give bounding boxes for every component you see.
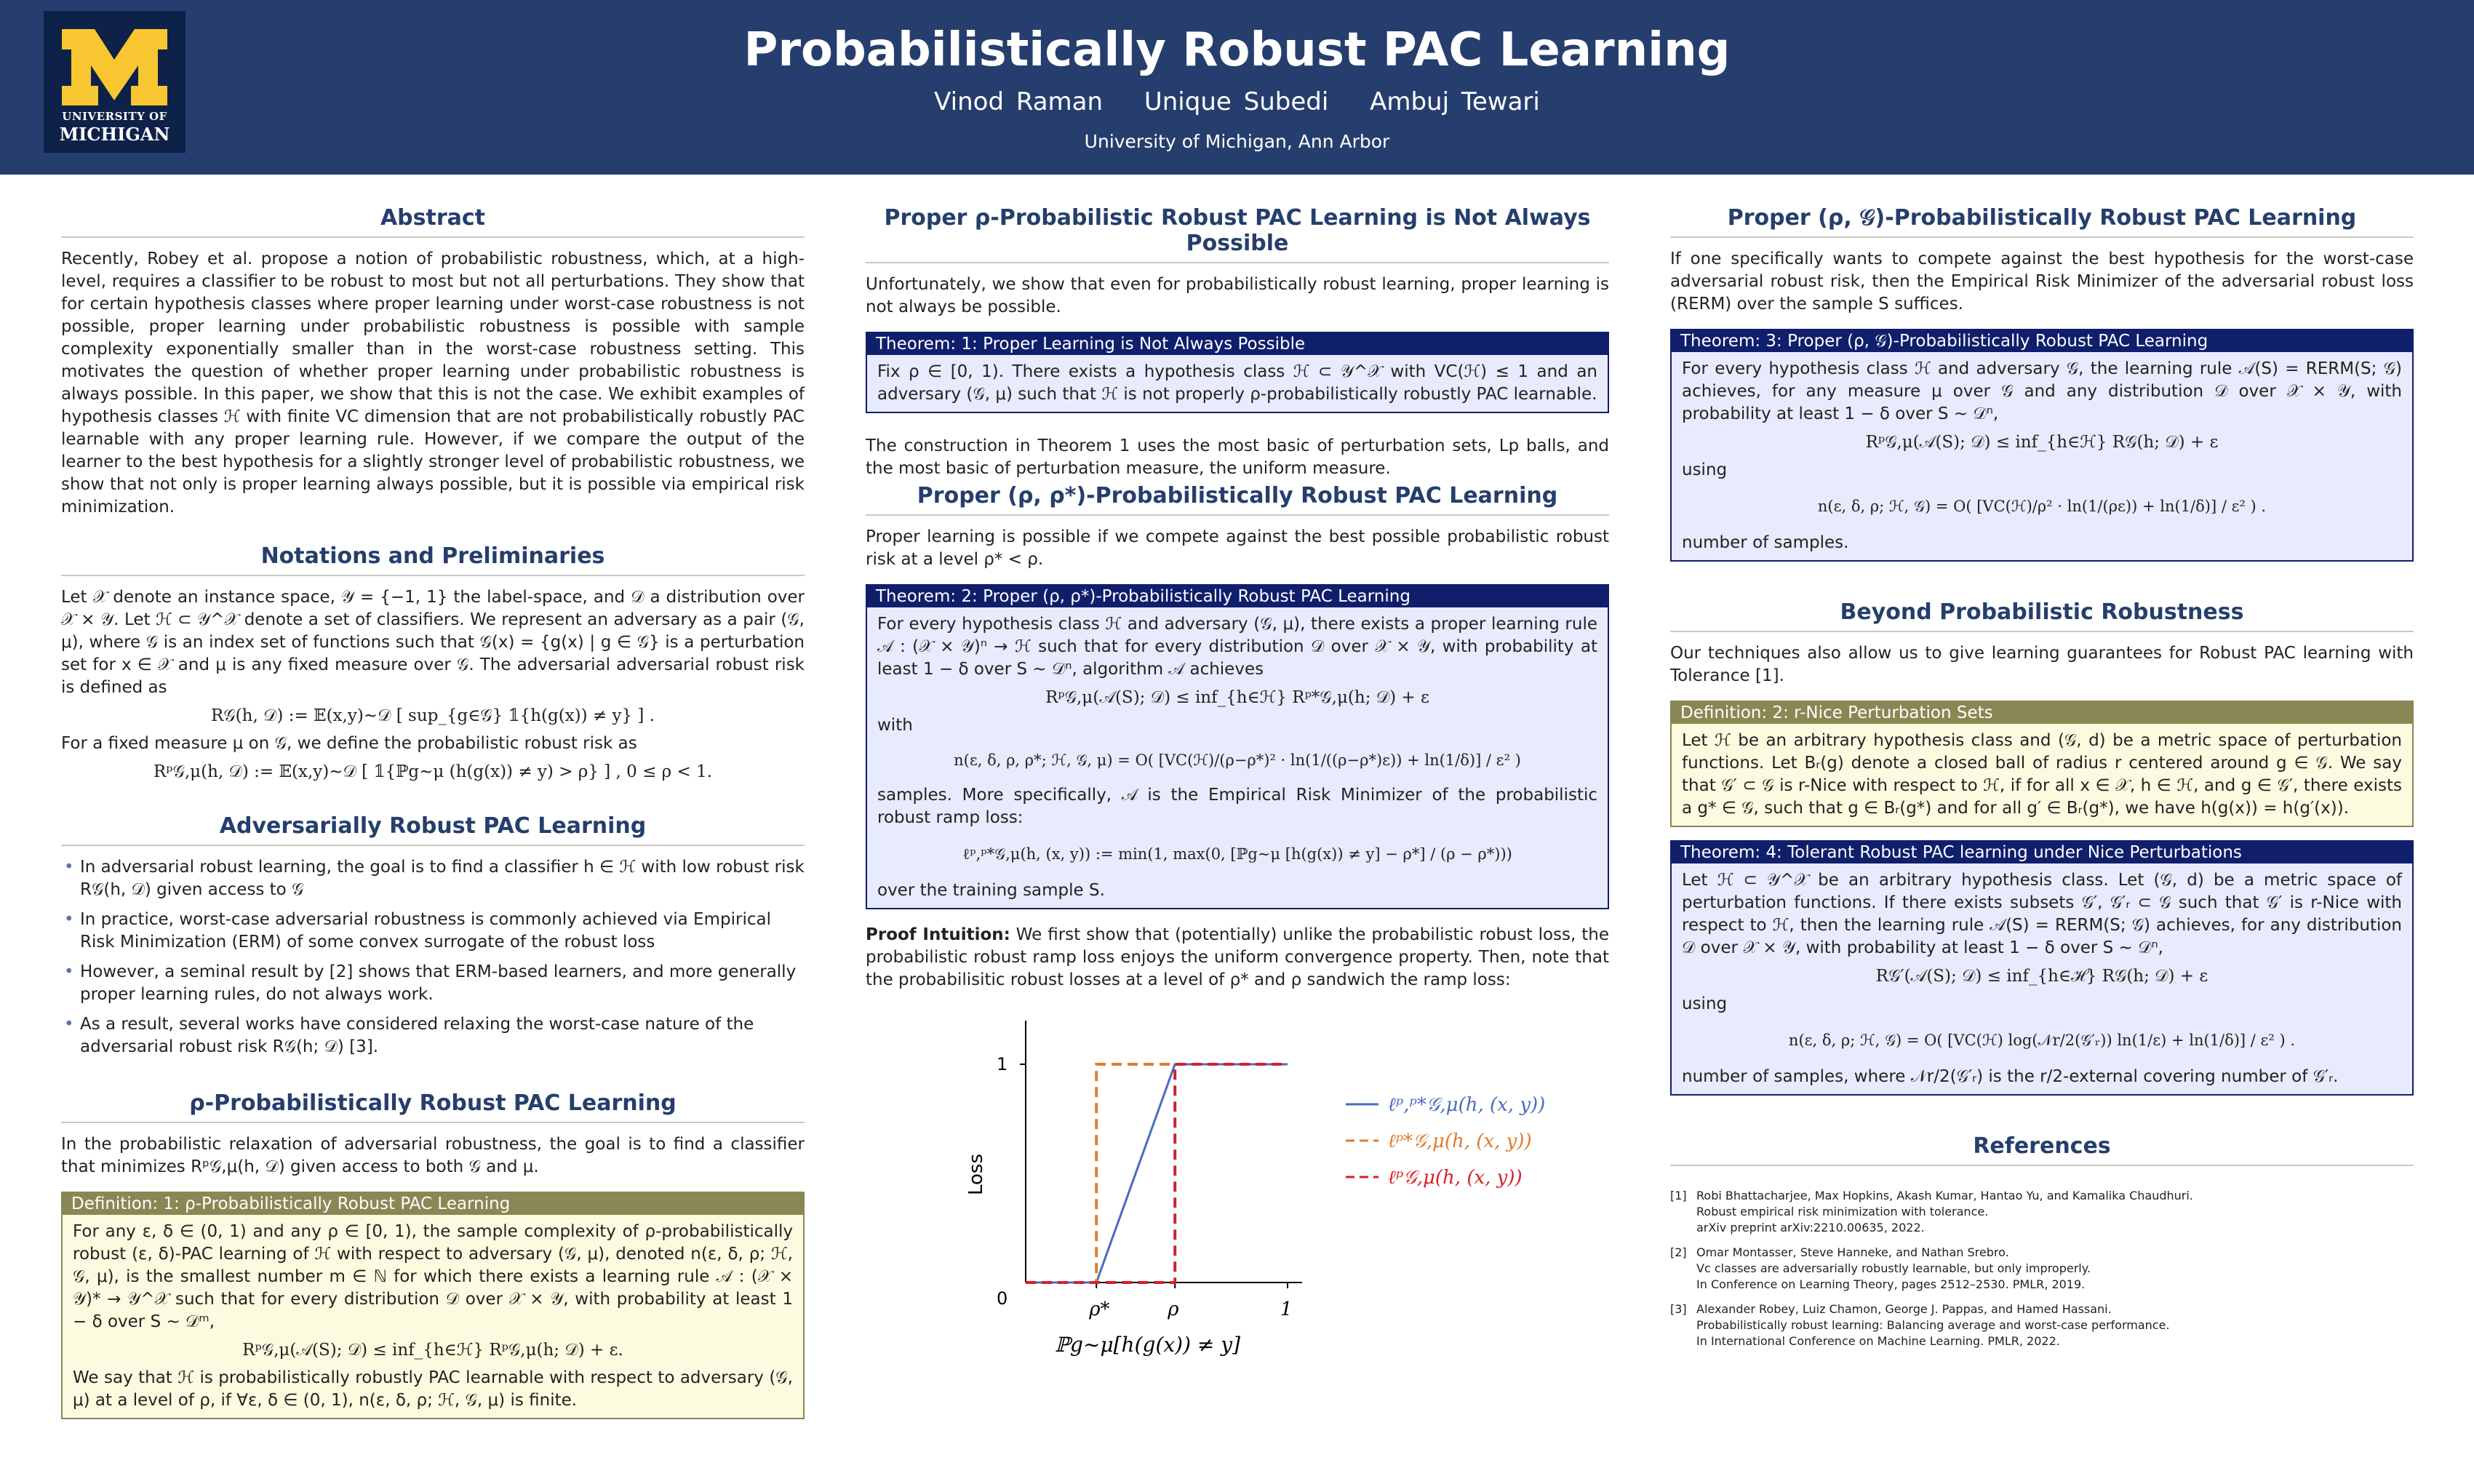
section-title-adversarial: Adversarially Robust PAC Learning: [61, 813, 805, 846]
loss-chart-svg: [866, 999, 1609, 1363]
theorem-box-4: [1670, 840, 2414, 1096]
column-middle: [866, 205, 1609, 1365]
adversarial-bullet-list: [61, 856, 805, 1058]
loss-chart: [866, 999, 1609, 1365]
legend-label-3: ℓᵖ𝒢,μ(h, (x, y)): [1388, 1167, 1523, 1189]
series-line-2: [1026, 1064, 1288, 1282]
reference-title: Robust empirical risk minimization with tolerance.: [1696, 1205, 1989, 1218]
theorem-title: Theorem: 4: Tolerant Robust PAC learning under Nice Perturbations: [1672, 842, 2412, 863]
reference-item: [1670, 1301, 2414, 1349]
x-tick-label: ρ*: [1089, 1298, 1110, 1320]
theorem-box-2: [866, 584, 1609, 909]
definition-text-2: We say that ℋ is probabilistically robustly PAC learnable with respect to adversary (𝒢, μ) at a level of ρ, if ∀ε, δ ∈ (0, 1), n(ε, δ, ρ; ℋ, 𝒢, μ) is finite.: [73, 1368, 793, 1410]
definition-text: For any ε, δ ∈ (0, 1) and any ρ ∈ [0, 1), the sample complexity of ρ-probabilistically robust (ε, δ)-PAC learning of ℋ with respect to adversary (𝒢, μ), denoted n(ε, δ, ρ; ℋ, 𝒢, μ), is the smallest number m ∈ ℕ for which there exists a learning rule 𝒜 : (𝒳 × 𝒴)* → 𝒴^𝒳 such that for every distribution 𝒟 over 𝒳 × 𝒴, with probability at least 1 − δ over S ∼ 𝒟ᵐ,: [73, 1222, 793, 1331]
proof-intuition-label: Proof Intuition:: [866, 925, 1010, 944]
reference-item: [1670, 1188, 2414, 1236]
author-list: [0, 87, 2474, 116]
column-right: [1670, 205, 2414, 1358]
notations-paragraph-2: For a fixed measure μ on 𝒢, we define the probabilistic robust risk as: [61, 734, 637, 753]
definition-equation: Rᵖ𝒢,μ(𝒜(S); 𝒟) ≤ inf_{h∈ℋ} Rᵖ𝒢,μ(h; 𝒟) + ε.: [242, 1341, 623, 1360]
reference-venue: In Conference on Learning Theory, pages 2512–2530. PMLR, 2019.: [1696, 1277, 2086, 1291]
beyond-paragraph: Our techniques also allow us to give learning guarantees for Robust PAC learning with Tolerance [1].: [1670, 644, 2414, 685]
proper-paragraph: Unfortunately, we show that even for probabilistically robust learning, proper learning is not always be possible.: [866, 275, 1609, 316]
x-tick-label: ρ: [1168, 1298, 1179, 1320]
theorem-equation: Rᵖ𝒢,μ(𝒜(S); 𝒟) ≤ inf_{h∈ℋ} Rᵖ*𝒢,μ(h; 𝒟) + ε: [1045, 688, 1429, 707]
poster-title: Probabilistically Robust PAC Learning: [743, 23, 1731, 77]
definition-title: Definition: 1: ρ-Probabilistically Robust PAC Learning: [63, 1193, 803, 1215]
legend-label-1: ℓᵖ,ᵖ*𝒢,μ(h, (x, y)): [1388, 1094, 1546, 1116]
x-axis-label: ℙg∼μ[h(g(x)) ≠ y]: [1055, 1333, 1241, 1357]
theorem-with: with: [877, 716, 913, 735]
series-line-3: [1026, 1064, 1288, 1282]
section-title-beyond: Beyond Probabilistic Robustness: [1670, 599, 2414, 632]
theorem-equation: Rᵖ𝒢,μ(𝒜(S); 𝒟) ≤ inf_{h∈ℋ} R𝒢(h; 𝒟) + ε: [1865, 433, 2219, 452]
equation-adversarial-risk: R𝒢(h, 𝒟) := 𝔼(x,y)∼𝒟 [ sup_{g∈𝒢} 𝟙{h(g(x)) ≠ y} ] .: [210, 706, 655, 725]
series-line-1: [1026, 1064, 1288, 1282]
author-name: Ambuj Tewari: [1370, 87, 1540, 116]
proof-intuition-paragraph: [866, 924, 1609, 992]
list-item: • In practice, worst-case adversarial robustness is commonly achieved via Empirical Risk Minimization (ERM) of some convex surrogate of the robust loss: [64, 909, 805, 954]
sample-complexity-equation: n(ε, δ, ρ; ℋ, 𝒢) = O( [VC(ℋ)/ρ² · ln(1/(ρε)) + ln(1/δ)] / ε² ) .: [1817, 498, 2267, 515]
definition-box-1: [61, 1192, 805, 1419]
reference-number: [3]: [1670, 1302, 1687, 1316]
reference-authors: Alexander Robey, Luiz Chamon, George J. Pappas, and Hamed Hassani.: [1696, 1302, 2112, 1316]
logo-line1: UNIVERSITY OF: [62, 110, 167, 123]
theorem-box-1: [866, 332, 1609, 413]
reference-authors: Omar Montasser, Steve Hanneke, and Nathan Srebro.: [1696, 1245, 2009, 1259]
legend-label-2: ℓᵖ*𝒢,μ(h, (x, y)): [1388, 1130, 1532, 1152]
equation-probabilistic-risk: Rᵖ𝒢,μ(h, 𝒟) := 𝔼(x,y)∼𝒟 [ 𝟙{ℙg∼μ (h(g(x)) ≠ y) > ρ} ] , 0 ≤ ρ < 1.: [153, 762, 713, 781]
reference-number: [2]: [1670, 1245, 1687, 1259]
sample-complexity-equation: n(ε, δ, ρ, ρ*; ℋ, 𝒢, μ) = O( [VC(ℋ)/(ρ−ρ*)² · ln(1/((ρ−ρ*)ε)) + ln(1/δ)] / ε² ): [954, 751, 1521, 769]
list-item: • As a result, several works have considered relaxing the worst-case nature of the adversarial robust risk R𝒢(h; 𝒟) [3].: [64, 1013, 805, 1058]
affiliation: University of Michigan, Ann Arbor: [1084, 131, 1390, 152]
theorem-title: Theorem: 2: Proper (ρ, ρ*)-Probabilistically Robust PAC Learning: [867, 586, 1608, 607]
theorem-title: Theorem: 3: Proper (ρ, 𝒢)-Probabilistically Robust PAC Learning: [1672, 330, 2412, 352]
sample-complexity-equation: n(ε, δ, ρ; ℋ, 𝒢) = O( [VC(ℋ) log(𝒩r/2(𝒢′ᵣ)) ln(1/ε) + ln(1/δ)] / ε² ) .: [1788, 1032, 2296, 1049]
definition-title: Definition: 2: r-Nice Perturbation Sets: [1672, 702, 2412, 724]
section-title-notations: Notations and Preliminaries: [61, 543, 805, 576]
list-item: • However, a seminal result by [2] shows that ERM-based learners, and more generally proper learning rules, do not always work.: [64, 961, 805, 1006]
section-title-rho-learning: ρ-Probabilistically Robust PAC Learning: [61, 1090, 805, 1123]
theorem-using: using: [1682, 994, 1728, 1013]
theorem-equation: R𝒢′(𝒜(S); 𝒟) ≤ inf_{h∈ℋ} R𝒢(h; 𝒟) + ε: [1875, 967, 2208, 986]
construction-paragraph: The construction in Theorem 1 uses the most basic of perturbation sets, Lp balls, and the most basic of perturbation measure, the uniform measure.: [866, 436, 1609, 478]
section-title-rho-g: Proper (ρ, 𝒢)-Probabilistically Robust PAC Learning: [1670, 205, 2414, 238]
ramp-loss-equation: ℓᵖ,ᵖ*𝒢,μ(h, (x, y)) := min(1, max(0, [ℙg∼μ [h(g(x)) ≠ y] − ρ*] / (ρ − ρ*))): [962, 845, 1512, 863]
y-tick-label: 1: [997, 1054, 1008, 1074]
author-name: Unique Subedi: [1144, 87, 1329, 116]
author-name: Vinod Raman: [934, 87, 1104, 116]
reference-title: Vc classes are adversarially robustly learnable, but only improperly.: [1696, 1261, 2091, 1275]
proof-intuition-text: We first show that (potentially) unlike the probabilistic robust loss, the probabilistic robust ramp loss enjoys the uniform convergence property. Then, note that the probabilisitic robust losses at a level of ρ* and ρ sandwich the ramp loss:: [866, 925, 1609, 989]
column-left: [61, 205, 805, 1432]
reference-number: [1]: [1670, 1189, 1687, 1202]
theorem-box-3: [1670, 329, 2414, 562]
y-axis-label: Loss: [965, 1153, 987, 1195]
theorem-text-2: samples. More specifically, 𝒜 is the Empirical Risk Minimizer of the probabilistic robust ramp loss:: [877, 786, 1597, 827]
theorem-text: For every hypothesis class ℋ and adversary 𝒢, the learning rule 𝒜(S) = RERM(S; 𝒢) achieves, for any measure μ over 𝒢 and any distribution 𝒟 over 𝒳 × 𝒴, with probability at least 1 − δ over S ∼ 𝒟ⁿ,: [1682, 359, 2402, 423]
notations-paragraph: Let 𝒳 denote an instance space, 𝒴 = {−1, 1} the label-space, and 𝒟 a distribution over 𝒳 × 𝒴. Let ℋ ⊂ 𝒴^𝒳 denote a set of classifiers. We represent an adversary as a pair (𝒢, μ), where 𝒢 is an index set of functions such that 𝒢(x) = {g(x) | g ∈ 𝒢} is a perturbation set for x ∈ 𝒳 and μ is any fixed measure over 𝒢. The adversarial adversarial robust risk is defined as: [61, 588, 805, 697]
section-title-proper-not-possible: Proper ρ-Probabilistic Robust PAC Learning is Not Always Possible: [866, 205, 1609, 263]
reference-authors: Robi Bhattacharjee, Max Hopkins, Akash Kumar, Hantao Yu, and Kamalika Chaudhuri.: [1696, 1189, 2193, 1202]
definition-text: Let ℋ be an arbitrary hypothesis class and (𝒢, d) be a metric space of perturbation functions. Let Bᵣ(g) denote a closed ball of radius r centered around g ∈ 𝒢. We say that 𝒢′ ⊂ 𝒢 is r-Nice with respect to ℋ, if for all x ∈ 𝒳, h ∈ ℋ, and g ∈ 𝒢′, there exists a g* ∈ 𝒢, such that g ∈ Bᵣ(g*) and for all g′ ∈ Bᵣ(g*), we have h(g(x)) = h(g′(x)).: [1682, 731, 2402, 818]
reference-list: [1670, 1188, 2414, 1349]
list-item: • In adversarial robust learning, the goal is to find a classifier h ∈ ℋ with low robust risk R𝒢(h, 𝒟) given access to 𝒢: [64, 856, 805, 901]
theorem-text-3: over the training sample S.: [877, 881, 1105, 900]
poster-header: [0, 0, 2474, 175]
rho-paragraph: In the probabilistic relaxation of adversarial robustness, the goal is to find a classifier that minimizes Rᵖ𝒢,μ(h, 𝒟) given access to both 𝒢 and μ.: [61, 1135, 805, 1176]
theorem-text: For every hypothesis class ℋ and adversary (𝒢, μ), there exists a proper learning rule 𝒜 : (𝒳 × 𝒴)ⁿ → ℋ such that for every distribution 𝒟 over 𝒳 × 𝒴, with probability at least 1 − δ over S ∼ 𝒟ⁿ, algorithm 𝒜 achieves: [877, 615, 1597, 679]
reference-title: Probabilistically robust learning: Balancing average and worst-case performance.: [1696, 1318, 2170, 1332]
section-title-references: References: [1670, 1133, 2414, 1166]
reference-item: [1670, 1245, 2414, 1293]
abstract-text: Recently, Robey et al. propose a notion of probabilistic robustness, which, at a high-level, requires a classifier to be robust to most but not all perturbations. They show that for certain hypothesis classes where proper learning under worst-case robustness is not possible, proper learning under probabilistic robustness is possible with sample complexity exponentially smaller than in the worst-case robustness setting. This motivates the question of whether proper learning under probabilistic robustness is always possible. In this paper, we show that this is not the case. We exhibit examples of hypothesis classes ℋ with finite VC dimension that are not probabilistically robustly PAC learnable with any proper learning rule. However, if we compare the output of the learner to the best hypothesis for a slightly stronger level of probabilistic robustness, we show that not only is proper learning always possible, but it is possible via empirical risk minimization.: [61, 250, 805, 516]
theorem-using: using: [1682, 460, 1728, 479]
definition-box-2: [1670, 701, 2414, 827]
theorem-text: Let ℋ ⊂ 𝒴^𝒳 be an arbitrary hypothesis class. Let (𝒢, d) be a metric space of perturbation functions. If there exists subsets 𝒢′, 𝒢′ᵣ ⊂ 𝒢 such that 𝒢′ is r-Nice with respect to ℋ, then the learning rule 𝒜(S) = RERM(S; 𝒢) achieves, for any distribution 𝒟 over 𝒳 × 𝒴, with probability at least 1 − δ over S ∼ 𝒟ⁿ,: [1682, 871, 2402, 957]
theorem-title: Theorem: 1: Proper Learning is Not Always Possible: [867, 333, 1608, 355]
theorem-text: Fix ρ ∈ [0, 1). There exists a hypothesis class ℋ ⊂ 𝒴^𝒳 with VC(ℋ) ≤ 1 and an adversary (𝒢, μ) such that ℋ is not properly ρ-probabilistically robustly PAC learnable.: [877, 362, 1597, 404]
rho-rhostar-paragraph: Proper learning is possible if we compete against the best possible probabilistic robust risk at a level ρ* < ρ.: [866, 527, 1609, 569]
logo-line2: MICHIGAN: [59, 124, 170, 145]
reference-venue: In International Conference on Machine Learning. PMLR, 2022.: [1696, 1334, 2060, 1348]
reference-venue: arXiv preprint arXiv:2210.00635, 2022.: [1696, 1221, 1925, 1234]
section-title-rho-rhostar: Proper (ρ, ρ*)-Probabilistically Robust PAC Learning: [866, 483, 1609, 516]
x-tick-label: 1: [1280, 1298, 1293, 1320]
theorem-text-2: number of samples.: [1682, 533, 1849, 552]
section-title-abstract: Abstract: [61, 205, 805, 238]
y-tick-label: 0: [997, 1288, 1008, 1309]
theorem-text-2: number of samples, where 𝒩r/2(𝒢′ᵣ) is the r/2-external covering number of 𝒢′ᵣ.: [1682, 1067, 2339, 1086]
rho-g-paragraph: If one specifically wants to compete against the best hypothesis for the worst-case adversarial robust risk, then the Empirical Risk Minimizer of the adversarial robust loss (RERM) over the sample S suffices.: [1670, 250, 2414, 314]
